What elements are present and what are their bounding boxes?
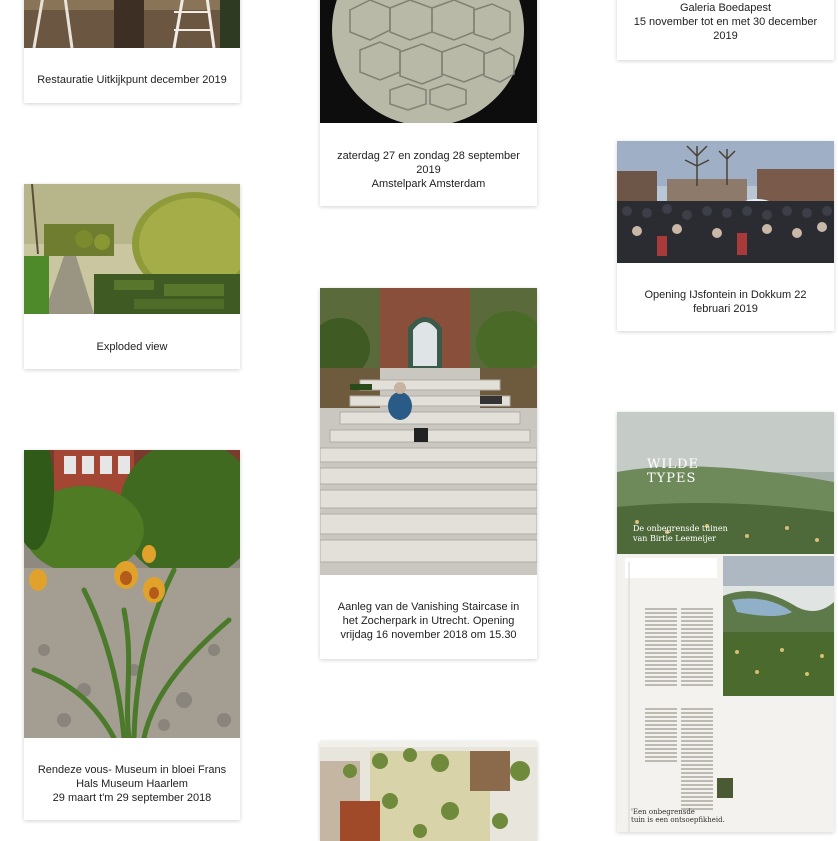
card-exploded-view[interactable] [24, 184, 240, 369]
card-caption [32, 763, 232, 805]
card-caption [328, 149, 529, 191]
caption-line: Galeria Boedapest [679, 2, 772, 14]
card-image[interactable] [24, 184, 240, 314]
caption-line: vrijdag 16 november 2018 om 15.30 [340, 629, 517, 641]
magazine-pull-quote [631, 808, 725, 824]
caption-line: 29 maart t'm 29 september 2018 [52, 792, 212, 804]
card-amstelpark[interactable] [320, 0, 537, 206]
card-galeria-boedapest[interactable] [617, 0, 834, 60]
magazine-subtitle-line: van Birtie Leemeijer [633, 534, 716, 543]
magazine-title-line: TYPES [647, 471, 697, 486]
card-image[interactable] [24, 450, 240, 738]
caption-line: Hals Museum Haarlem [76, 778, 188, 790]
card-caption [625, 288, 826, 316]
caption-line: 15 november tot en met 30 december [633, 16, 818, 28]
card-rendezvous-museum-in-bloei[interactable] [24, 450, 240, 820]
card-restauratie-uitkijkpunt[interactable] [24, 0, 240, 103]
magazine-title-line: WILDE [647, 457, 700, 472]
card-wilde-types-magazine[interactable] [617, 412, 834, 832]
caption-line: Amstelpark Amsterdam [371, 178, 486, 190]
caption-line: Aanleg van de Vanishing Staircase in [337, 601, 520, 613]
caption-line: februari 2019 [693, 303, 758, 315]
caption-line: Restauratie Uitkijkpunt december 2019 [37, 74, 227, 86]
card-image[interactable] [320, 0, 537, 123]
caption-line: Opening IJsfontein in Dokkum 22 [644, 289, 807, 301]
card-caption [328, 600, 529, 642]
caption-line: 2019 [416, 164, 441, 176]
card-image[interactable] [320, 741, 537, 841]
magazine-title [647, 458, 699, 486]
card-image[interactable] [24, 0, 240, 48]
card-caption [32, 73, 232, 87]
caption-line: het Zocherpark in Utrecht. Opening [342, 615, 515, 627]
magazine-subtitle [633, 524, 728, 544]
caption-line: Exploded view [96, 341, 168, 353]
caption-line: zaterdag 27 en zondag 28 september [337, 150, 520, 162]
card-vanishing-staircase[interactable] [320, 288, 537, 659]
card-caption [32, 340, 232, 354]
pull-quote-line: 'Een onbegrensde [631, 808, 695, 816]
caption-line: Rendeze vous- Museum in bloei Frans [37, 764, 227, 776]
card-ijsfontein-dokkum[interactable] [617, 141, 834, 331]
card-image[interactable] [320, 288, 537, 575]
caption-line: 2019 [713, 30, 738, 42]
magazine-subtitle-line: De onbegrensde tuinen [633, 524, 728, 533]
pull-quote-line: tuin is een ontsoepfikheid. [631, 816, 725, 824]
card-caption [625, 1, 826, 43]
card-image[interactable] [617, 141, 834, 263]
card-site-plan[interactable] [320, 741, 537, 841]
